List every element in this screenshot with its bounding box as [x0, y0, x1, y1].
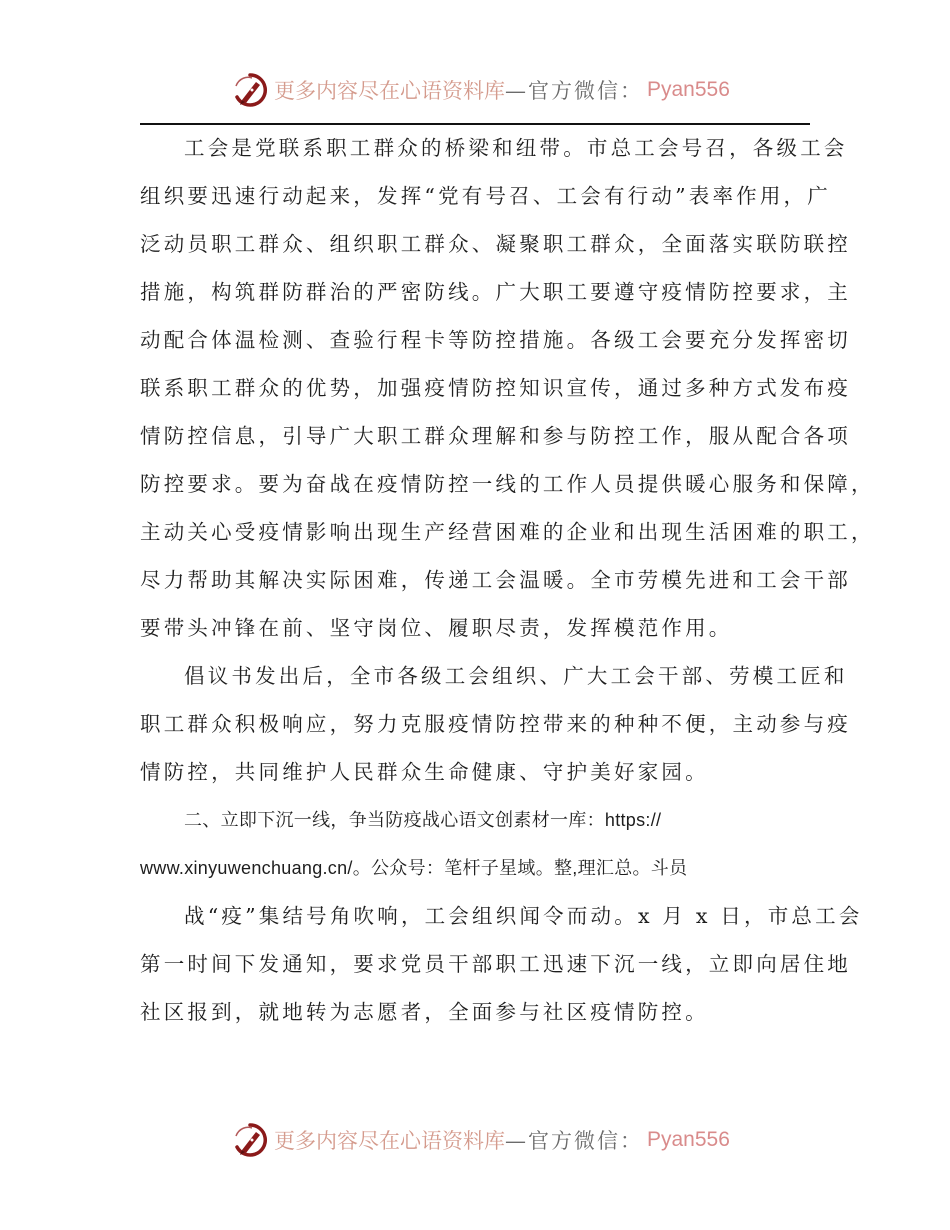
text-line: 动配合体温检测、查验行程卡等防控措施。各级工会要充分发挥密切 [140, 328, 851, 352]
text-line: 情防控信息，引导广大职工群众理解和参与防控工作，服从配合各项 [140, 424, 851, 448]
banner-wechat-id: Pyan556 [647, 1128, 730, 1151]
text-line: 防控要求。要为奋战在疫情防控一线的工作人员提供暖心服务和保障， [140, 472, 875, 496]
text-line: 要带头冲锋在前、坚守岗位、履职尽责，发挥模范作用。 [140, 616, 733, 640]
text-line: 第一时间下发通知，要求党员干部职工迅速下沉一线，立即向居住地 [140, 952, 851, 976]
banner-main-text: 更多内容尽在心语资料库 [274, 1129, 505, 1153]
paragraph [140, 124, 875, 652]
text-line: 二、立即下沉一线，争当防疫战心语文创素材一库：https:// [184, 810, 662, 830]
text-line: 主动关心受疫情影响出现生产经营困难的企业和出现生活困难的职工， [140, 520, 875, 544]
pen-nib-circle-icon [232, 72, 268, 108]
text-line: 倡议书发出后，全市各级工会组织、广大工会干部、劳模工匠和 [184, 664, 848, 688]
text-line: 工会是党联系职工群众的桥梁和纽带。市总工会号召，各级工会 [184, 136, 848, 160]
text-line: 联系职工群众的优势，加强疫情防控知识宣传，通过多种方式发布疫 [140, 376, 851, 400]
text-line: www.xinyuwenchuang.cn/。公众号：笔杆子星域。整,理汇总。斗员 [140, 858, 688, 878]
text-line: 情防控，共同维护人民群众生命健康、守护美好家园。 [140, 760, 709, 784]
banner-wechat-id: Pyan556 [647, 78, 730, 101]
text-line: 社区报到，就地转为志愿者，全面参与社区疫情防控。 [140, 1000, 709, 1024]
banner-main-text: 更多内容尽在心语资料库 [274, 79, 505, 103]
text-line: 组织要迅速行动起来，发挥“党有号召、工会有行动”表率作用，广 [140, 184, 831, 208]
pen-nib-circle-icon [232, 1122, 268, 1158]
paragraph [140, 652, 851, 796]
paragraph-section-heading [140, 796, 812, 892]
text-line: 尽力帮助其解决实际困难，传递工会温暖。全市劳模先进和工会干部 [140, 568, 851, 592]
text-line: 战“疫”集结号角吹响，工会组织闻令而动。x 月 x 日，市总工会 [184, 904, 863, 928]
banner-separator-text: —官方微信： [505, 1129, 643, 1153]
banner-separator-text: —官方微信： [505, 79, 643, 103]
footer-banner [232, 1120, 730, 1160]
header-banner [232, 70, 730, 110]
text-line: 职工群众积极响应，努力克服疫情防控带来的种种不便，主动参与疫 [140, 712, 851, 736]
paragraph [140, 892, 863, 1036]
text-line: 措施，构筑群防群治的严密防线。广大职工要遵守疫情防控要求，主 [140, 280, 851, 304]
document-body [140, 124, 875, 1036]
text-line: 泛动员职工群众、组织职工群众、凝聚职工群众，全面落实联防联控 [140, 232, 851, 256]
